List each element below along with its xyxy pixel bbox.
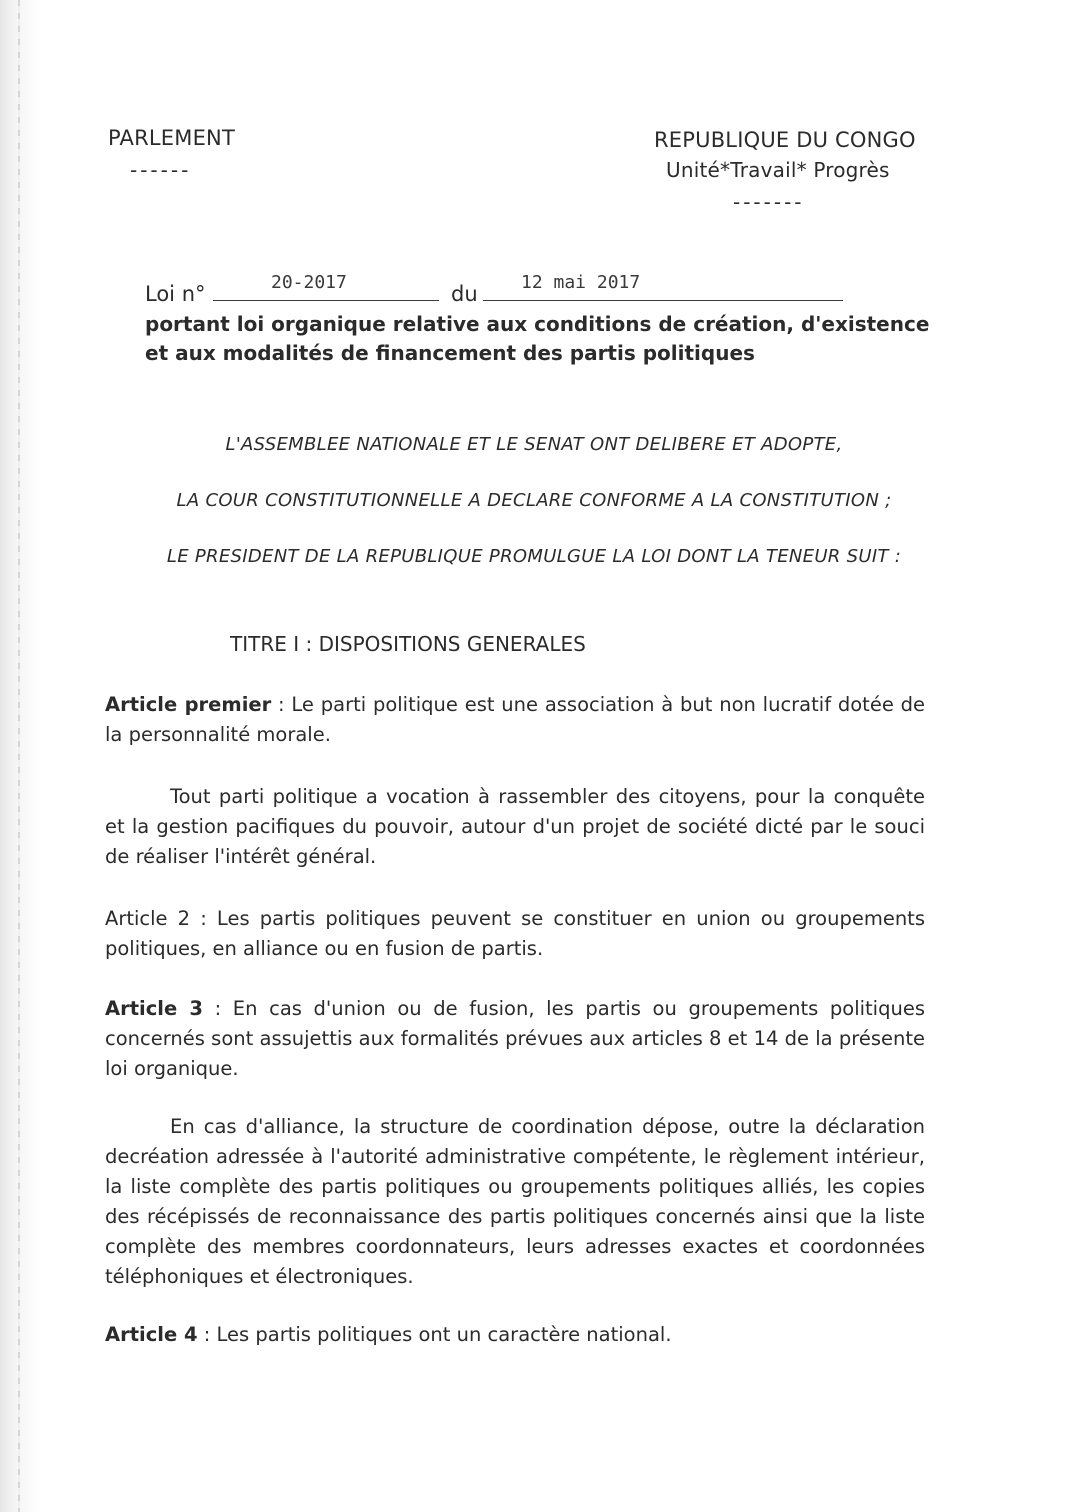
article-2-label: Article 2	[105, 907, 191, 930]
preamble-line-3: LE PRESIDENT DE LA REPUBLIQUE PROMULGUE LA LOI DONT LA TENEUR SUIT :	[166, 546, 902, 567]
article-1	[105, 690, 925, 750]
law-subtitle-line1: portant loi organique relative aux conditions de création, d'existence	[145, 312, 930, 336]
parliament-title: PARLEMENT	[108, 126, 235, 150]
article-3-label: Article 3	[105, 997, 203, 1020]
article-1-label: Article premier	[105, 693, 272, 716]
article-4	[105, 1320, 925, 1350]
section-title: TITRE I : DISPOSITIONS GENERALES	[230, 632, 586, 656]
scan-edge-shadow	[0, 0, 40, 1512]
article-2-text: : Les partis politiques peuvent se constituer en union ou groupements politiques, en alliance ou en fusion de partis.	[105, 907, 925, 960]
article-3-text: : En cas d'union ou de fusion, les partis ou groupements politiques concernés sont assujettis aux formalités prévues aux articles 8 et 14 de la présente loi organique.	[105, 997, 925, 1080]
article-3-paragraph-2-text: En cas d'alliance, la structure de coordination dépose, outre la déclaration decréation adressée à l'autorité administrative compétente, le règlement intérieur, la liste complète des partis politiques ou groupements politiques alliés, les copies des récépissés de reconnaissance des partis politiques concernés ainsi que la liste complète des membres coordonnateurs, leurs adresses exactes et coordonnées téléphoniques et électroniques.	[105, 1115, 925, 1288]
law-number-value: 20-2017	[271, 272, 347, 293]
article-3-paragraph-2	[105, 1112, 925, 1292]
article-1-paragraph-2	[105, 782, 925, 872]
preamble-line-2: LA COUR CONSTITUTIONNELLE A DECLARE CONFORME A LA CONSTITUTION ;	[176, 490, 892, 511]
law-date-line	[483, 272, 843, 301]
article-1-text: : Le parti politique est une association à but non lucratif dotée de la personnalité morale.	[105, 693, 925, 746]
preamble-line-1: L'ASSEMBLEE NATIONALE ET LE SENAT ONT DELIBERE ET ADOPTE,	[225, 434, 843, 455]
law-number-label: Loi n°	[145, 282, 206, 306]
republic-title: REPUBLIQUE DU CONGO	[654, 128, 916, 152]
law-number-line	[213, 272, 439, 301]
article-3	[105, 994, 925, 1084]
law-subtitle-line2: et aux modalités de financement des partis politiques	[145, 341, 755, 365]
article-4-text: : Les partis politiques ont un caractère national.	[197, 1323, 672, 1346]
parliament-divider: ------	[130, 158, 192, 182]
article-2	[105, 904, 925, 964]
article-1-paragraph-2-text: Tout parti politique a vocation à rassembler des citoyens, pour la conquête et la gestion pacifiques du pouvoir, autour d'un projet de société dicté par le souci de réaliser l'intérêt général.	[105, 785, 925, 868]
law-date-value: 12 mai 2017	[521, 272, 641, 293]
article-4-label: Article 4	[105, 1323, 198, 1346]
republic-motto: Unité*Travail* Progrès	[666, 158, 890, 182]
law-date-label: du	[451, 282, 478, 306]
republic-divider: -------	[733, 190, 805, 214]
law-reference-row	[145, 272, 855, 312]
